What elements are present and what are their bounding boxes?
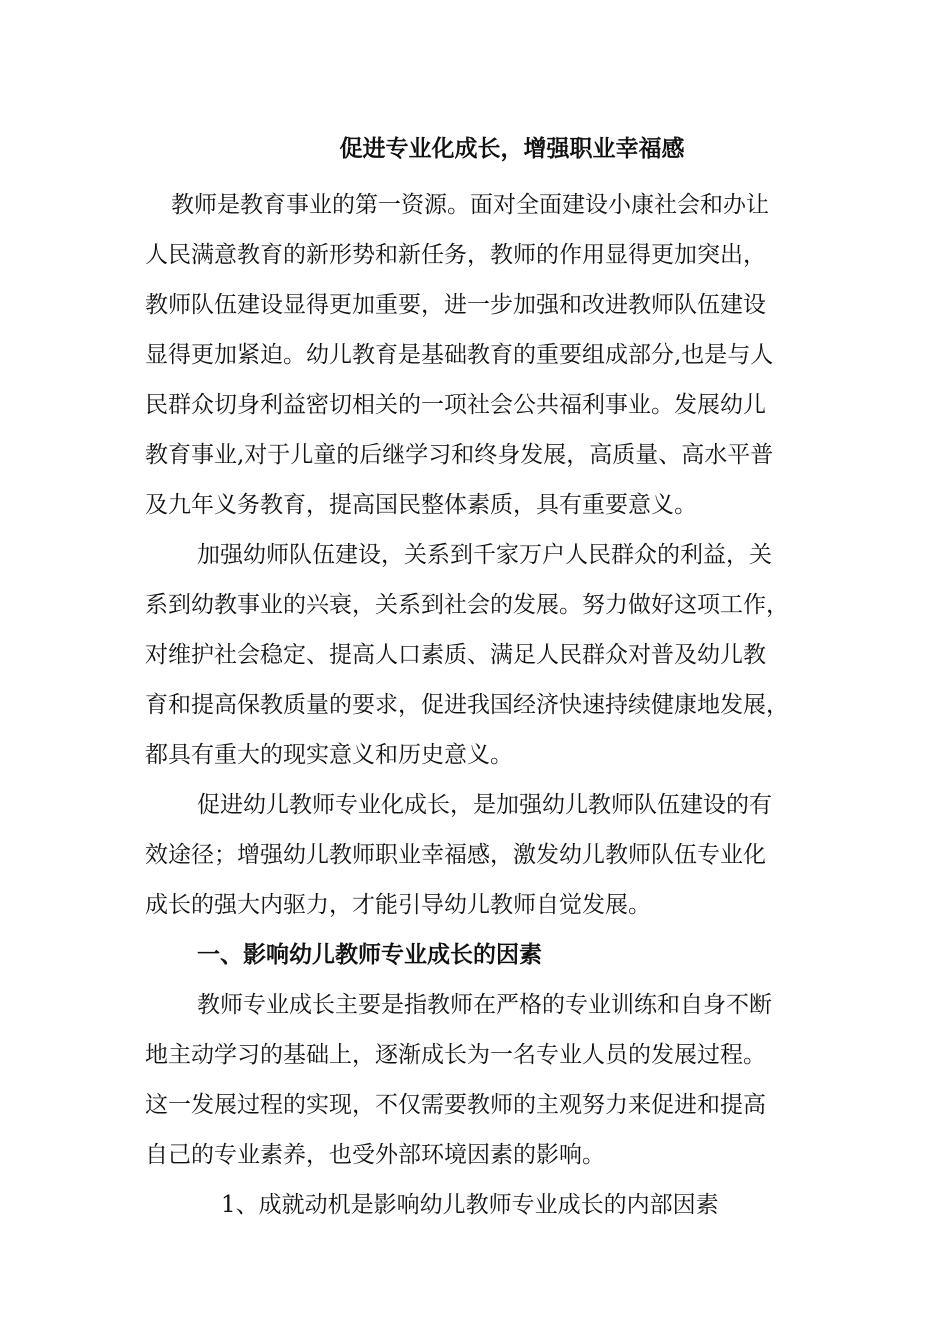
paragraph-line: 育和提高保教质量的要求，促进我国经济快速持续健康地发展， xyxy=(145,692,789,718)
paragraph-line: 教师是教育事业的第一资源。面对全面建设小康社会和办让 xyxy=(171,192,769,218)
section-heading: 一、影响幼儿教师专业成长的因素 xyxy=(197,941,542,968)
paragraph-line: 地主动学习的基础上，逐渐成长为一名专业人员的发展过程。 xyxy=(145,1042,766,1068)
paragraph-line: 教育事业,对于儿童的后继学习和终身发展，高质量、高水平普 xyxy=(145,442,774,468)
paragraph-line: 对维护社会稳定、提高人口素质、满足人民群众对普及幼儿教 xyxy=(145,642,766,668)
paragraph-line: 成长的强大内驱力，才能引导幼儿教师自觉发展。 xyxy=(145,892,651,918)
paragraph-line: 民群众切身利益密切相关的一项社会公共福利事业。发展幼儿 xyxy=(145,392,766,418)
document-title: 促进专业化成长，增强职业幸福感 xyxy=(339,135,685,162)
paragraph-line: 及九年义务教育，提高国民整体素质，具有重要意义。 xyxy=(145,492,697,518)
paragraph-line: 人民满意教育的新形势和新任务，教师的作用显得更加突出， xyxy=(145,242,766,268)
paragraph-line: 促进幼儿教师专业化成长，是加强幼儿教师队伍建设的有 xyxy=(197,792,772,818)
subsection-heading: 1、成就动机是影响幼儿教师专业成长的内部因素 xyxy=(221,1192,719,1218)
paragraph-line: 教师专业成长主要是指教师在严格的专业训练和自身不断 xyxy=(197,992,772,1018)
paragraph-line: 系到幼教事业的兴衰，关系到社会的发展。努力做好这项工作， xyxy=(145,592,789,618)
paragraph-line: 显得更加紧迫。幼儿教育是基础教育的重要组成部分,也是与人 xyxy=(145,342,774,368)
paragraph-line: 自己的专业素养，也受外部环境因素的影响。 xyxy=(145,1142,605,1168)
paragraph-line: 教师队伍建设显得更加重要，进一步加强和改进教师队伍建设 xyxy=(145,292,766,318)
paragraph-line: 效途径；增强幼儿教师职业幸福感，激发幼儿教师队伍专业化 xyxy=(145,842,766,868)
paragraph-line: 加强幼师队伍建设，关系到千家万户人民群众的利益，关 xyxy=(197,542,772,568)
document-body xyxy=(145,180,845,1230)
paragraph-line: 都具有重大的现实意义和历史意义。 xyxy=(145,742,513,768)
paragraph-line: 这一发展过程的实现，不仅需要教师的主观努力来促进和提高 xyxy=(145,1092,766,1118)
